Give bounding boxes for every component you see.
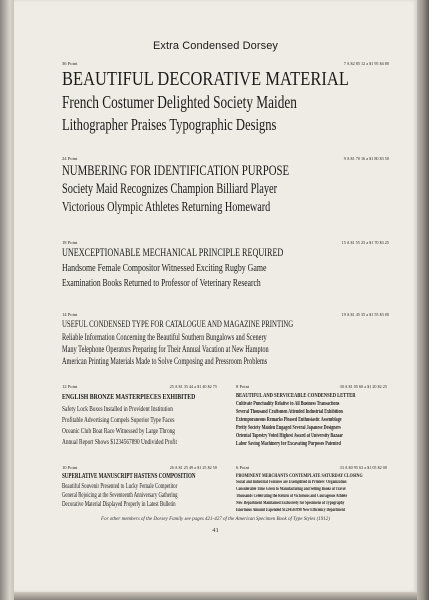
size-label-36: 36 Point <box>62 61 78 66</box>
specimen-line: Social and Industrial Features are Exemplified in Printers' Organization <box>236 480 347 485</box>
page-footnote: For other members of the Dorsey Family see pages 421-427 of the American Specimen Book of Type Styles (1912) <box>101 517 330 522</box>
pricing-10: 26 A $1 25 49 a $1 25 $2 50 <box>169 465 217 470</box>
specimen-line: Labor Saving Machinery for Excavating Purposes Patented <box>236 441 341 447</box>
size-label-14: 14 Point <box>62 312 78 317</box>
specimen-line: Lithographer Praises Typographic Designs <box>62 115 277 134</box>
specimen-line: Annual Report Shows $1234567890 Undivided Profit <box>62 437 177 446</box>
size-label-24: 24 Point <box>62 156 78 161</box>
specimen-line: ENGLISH BRONZE MASTERPIECES EXHIBITED <box>62 392 196 401</box>
specimen-line: SUPERLATIVE MANUSCRIPT HASTENS COMPOSITION <box>62 473 196 480</box>
specimen-line: Handsome Female Compositor Witnessed Exciting Rugby Game <box>62 262 267 274</box>
book-edge-right <box>417 0 429 600</box>
size-label-18: 18 Point <box>62 240 78 245</box>
specimen-line: Enormous Amount Expended $1234567890 New Efficiency Department <box>236 508 345 513</box>
specimen-line: Many Telephone Operators Preparing for Their Annual Vacation at New Hampton <box>62 344 269 354</box>
specimen-line: Considerable Time Given to Manufacturing and Selling Books of Travel <box>236 487 346 492</box>
specimen-line: French Costumer Delighted Society Maiden <box>62 92 297 112</box>
size-label-8: 8 Point <box>236 384 250 389</box>
specimen-page <box>14 0 417 592</box>
specimen-line: NUMBERING FOR IDENTIFICATION PURPOSE <box>62 163 290 179</box>
pricing-14: 19 A $1 45 35 a $1 55 $3 00 <box>341 312 389 317</box>
size-label-12: 12 Point <box>62 384 78 389</box>
specimen-line: New Department Maintained Exclusively for Specimens of Typography <box>236 501 345 506</box>
page-title: Extra Condensed Dorsey <box>152 40 279 52</box>
specimen-line: Decorative Material Displayed Properly in Latest Bulletin <box>62 501 176 508</box>
specimen-line: Pretty Society Maiden Engaged Several Japanese Designers <box>236 425 341 431</box>
specimen-line: BEAUTIFUL DECORATIVE MATERIAL <box>62 68 349 90</box>
specimen-line: Beautiful Souvenir Presented to Lucky Female Competitor <box>62 483 178 490</box>
specimen-line: Several Thousand Craftsmen Attended Industrial Exhibition <box>236 409 343 415</box>
specimen-line: Reliable Information Concerning the Beautiful Southern Bungalows and Scenery <box>62 332 267 342</box>
pricing-18: 15 A $1 55 25 a $1 70 $3 25 <box>341 240 389 245</box>
specimen-line: PROMINENT MERCHANTS CONTEMPLATE SATURDAY CLOSING <box>236 473 363 479</box>
pricing-36: 7 A $2 85 12 a $1 95 $4 80 <box>343 61 389 66</box>
pricing-6: 33 A $0 95 63 a $1 05 $2 00 <box>339 465 387 470</box>
specimen-line: Oriental Tapestry Voted Highest Award at University Bazaar <box>236 433 344 439</box>
specimen-line: American Printing Materials Made to Solve Composing and Pressroom Problems <box>62 356 268 366</box>
specimen-line: Victorious Olympic Athletes Returning Homeward <box>62 200 271 215</box>
page-number: 41 <box>212 527 219 534</box>
specimen-line: General Rejoicing at the Seventeenth Anniversary Gathering <box>62 492 178 499</box>
specimen-line: USEFUL CONDENSED TYPE FOR CATALOGUE AND MAGAZINE PRINTING <box>62 319 294 329</box>
specimen-line: Thousands Celebrating the Return of Victorious and Courageous Athlete <box>236 494 348 499</box>
size-label-6: 6 Point <box>236 465 250 470</box>
book-edge-bottom <box>14 592 417 600</box>
specimen-line: Oceanic Club Boat Race Witnessed by Large Throng <box>62 426 175 435</box>
book-binding-left <box>0 0 14 600</box>
specimen-line: Society Maid Recognizes Champion Billiard Player <box>62 181 278 197</box>
pricing-24: 9 A $1 70 16 a $1 80 $3 50 <box>343 156 389 161</box>
specimen-line: Profitable Advertising Compels Superior Type Faces <box>62 415 175 424</box>
specimen-line: Cultivate Punctuality Relative to All Business Transactions <box>236 401 340 407</box>
specimen-line: UNEXCEPTIONABLE MECHANICAL PRINCIPLE REQUIRED <box>62 247 284 259</box>
pricing-8: 30 A $1 05 60 a $1 20 $2 25 <box>339 384 387 389</box>
specimen-line: Examination Books Returned to Professor of Veterinary Research <box>62 277 261 289</box>
specimen-line: Extemporaneous Remarks Pleased Enthusiastic Assemblage <box>236 417 342 423</box>
pricing-12: 25 A $1 35 44 a $1 40 $2 75 <box>169 384 217 389</box>
specimen-line: Safety Lock Boxes Installed in Provident Institution <box>62 404 173 413</box>
size-label-10: 10 Point <box>62 465 78 470</box>
specimen-line: BEAUTIFUL AND SERVICEABLE CONDENSED LETTER <box>236 392 356 399</box>
